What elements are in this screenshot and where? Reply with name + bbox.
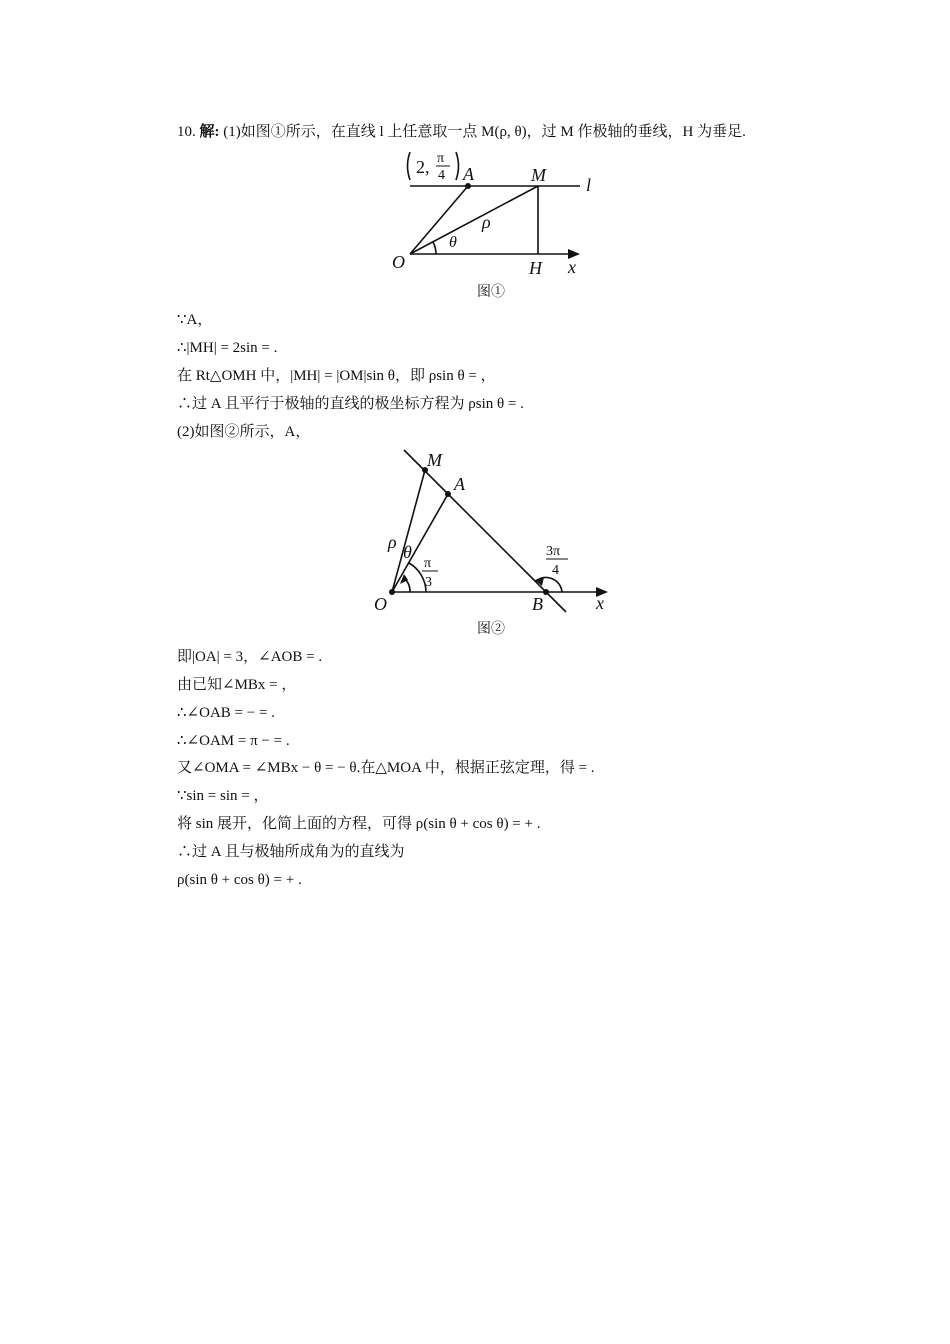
coord-open-paren xyxy=(408,152,411,180)
label-A: A xyxy=(454,474,465,494)
coord-two: 2, xyxy=(416,157,430,177)
figure-1 xyxy=(390,148,620,278)
coord-pi: π xyxy=(437,151,445,166)
part2-line: ρ(sin θ + cos θ) = + . xyxy=(177,872,302,888)
angle-three: 3 xyxy=(425,575,432,590)
theta-arc xyxy=(433,242,436,254)
part2-line: 即|OA| = 3，∠AOB = . xyxy=(177,649,323,665)
coord-close-paren xyxy=(456,152,459,180)
label-rho: ρ xyxy=(388,532,397,552)
figure-2-caption: 图② xyxy=(477,622,505,637)
label-B: B xyxy=(532,594,543,614)
part1-intro-text: (1)如图①所示，在直线 l 上任意取一点 M(ρ, θ)，过 M 作极轴的垂线，H 为垂足. xyxy=(223,124,746,140)
label-H: H xyxy=(529,258,542,278)
part2-intro: (2)如图②所示，A， xyxy=(177,424,311,440)
coord-four: 4 xyxy=(438,168,445,183)
part2-line: ∴∠OAM = π − = . xyxy=(177,733,290,749)
label-O: O xyxy=(392,252,405,272)
angle-four: 4 xyxy=(552,563,559,578)
problem-number: 10. xyxy=(177,124,196,140)
problem-intro xyxy=(177,122,746,142)
part1-line: 在 Rt△OMH 中，|MH| = |OM|sin θ，即 ρsin θ = ， xyxy=(177,368,496,384)
label-l: l xyxy=(586,175,592,195)
part2-line: 又∠OMA = ∠MBx − θ = − θ.在△MOA 中，根据正弦定理，得 = . xyxy=(177,760,595,776)
point-O xyxy=(389,589,395,595)
part1-line: ∴|MH| = 2sin = . xyxy=(177,340,278,356)
label-A: A xyxy=(463,164,474,184)
segment-OM xyxy=(410,186,538,254)
segment-OA xyxy=(410,186,468,254)
figure-1-caption: 图① xyxy=(477,285,505,300)
solution-label: 解: xyxy=(199,124,220,140)
part2-line: ∴过 A 且与极轴所成角为的直线为 xyxy=(177,844,405,860)
point-A xyxy=(445,491,451,497)
angle-3pi: 3π xyxy=(546,544,561,559)
part1-line: ∴过 A 且平行于极轴的直线的极坐标方程为 ρsin θ = . xyxy=(177,396,524,412)
label-M: M xyxy=(427,450,442,470)
label-rho: ρ xyxy=(482,212,491,232)
figure-2 xyxy=(370,446,620,618)
segment-OA xyxy=(392,494,448,592)
part2-line: 由已知∠MBx = ， xyxy=(177,677,297,693)
part2-line: ∴∠OAB = − = . xyxy=(177,705,275,721)
angle-pi: π xyxy=(424,556,432,571)
label-theta: θ xyxy=(449,234,457,251)
label-O: O xyxy=(374,594,387,614)
label-M: M xyxy=(531,165,546,185)
label-x: x xyxy=(568,257,576,277)
point-B xyxy=(543,589,549,595)
label-x: x xyxy=(596,593,604,613)
part1-line: ∵A， xyxy=(177,312,213,328)
part2-line: 将 sin 展开，化简上面的方程，可得 ρ(sin θ + cos θ) = + . xyxy=(177,816,541,832)
label-theta: θ xyxy=(403,542,412,562)
part2-line: ∵sin = sin = ， xyxy=(177,788,269,804)
